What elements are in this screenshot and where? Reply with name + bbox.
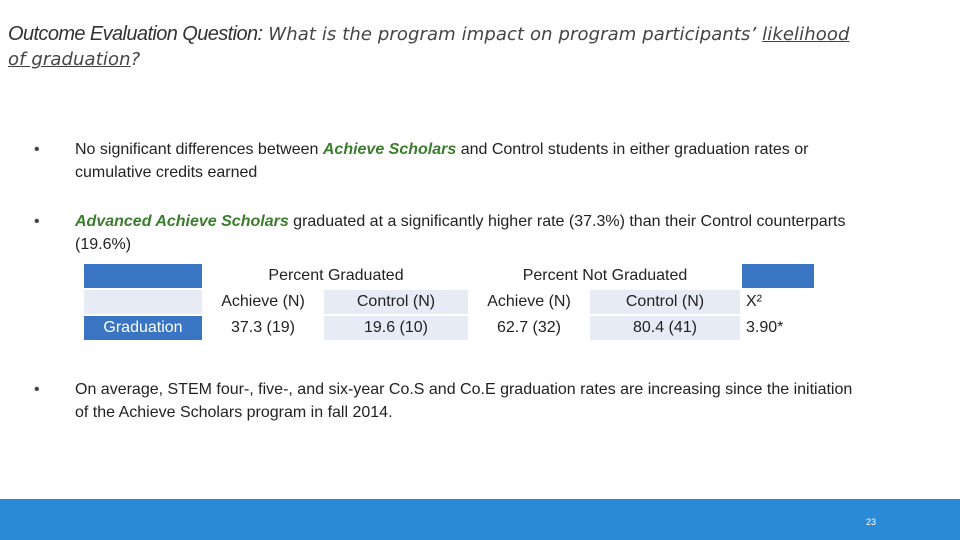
value-achieve-notgrad: 62.7 (32) — [470, 316, 588, 340]
bullet-highlight: Advanced Achieve Scholars — [75, 213, 289, 230]
bullet-text — [75, 138, 854, 184]
value-achieve-grad: 37.3 (19) — [204, 316, 322, 340]
subheader-achieve-grad: Achieve (N) — [204, 290, 322, 314]
bullet-dot-icon: • — [34, 381, 40, 398]
title-lead: Outcome Evaluation Question — [8, 23, 258, 45]
header-percent-graduated: Percent Graduated — [204, 264, 468, 288]
title-question: What is the program impact on program participants’ — [262, 24, 763, 45]
table-corner-cell — [84, 264, 202, 288]
subheader-achieve-notgrad: Achieve (N) — [470, 290, 588, 314]
value-control-grad: 19.6 (10) — [324, 316, 468, 340]
title-colon: : — [257, 23, 263, 45]
bullet-dot-icon: • — [34, 213, 40, 230]
subheader-control-grad: Control (N) — [324, 290, 468, 314]
header-percent-not-graduated: Percent Not Graduated — [470, 264, 740, 288]
title-question-end: ? — [130, 49, 141, 70]
table-corner-cell-right — [742, 264, 814, 288]
bullet-text-pre: No significant differences between — [75, 141, 323, 158]
page-number: 23 — [865, 517, 876, 527]
table-row — [84, 316, 814, 340]
table-blank-cell — [84, 290, 202, 314]
slide-title — [8, 22, 908, 72]
table-subheader-row — [84, 290, 814, 314]
bullet-dot-icon: • — [34, 141, 40, 158]
title-underline-likelihood: likelihood — [762, 24, 850, 45]
graduation-table — [82, 262, 816, 342]
table-header-row — [84, 264, 814, 288]
bullet-item — [34, 210, 854, 256]
row-label-graduation: Graduation — [84, 316, 202, 340]
bullet-text-post: and Control students in either graduation rates or cumulative credits earned — [75, 141, 809, 181]
subheader-chi-square: X² — [742, 290, 814, 314]
subheader-control-notgrad: Control (N) — [590, 290, 740, 314]
bullet-item — [34, 378, 854, 424]
bullet-item — [34, 138, 854, 184]
footer-bar — [0, 499, 960, 540]
bullet-text-post: graduated at a significantly higher rate (37.3%) than their Control counterparts (19.6%) — [75, 213, 846, 253]
bullet-text: On average, STEM four-, five-, and six-year Co.S and Co.E graduation rates are increasing since the initiation of the Achieve Scholars program in fall 2014. — [75, 381, 853, 421]
bullet-text — [75, 210, 854, 256]
value-control-notgrad: 80.4 (41) — [590, 316, 740, 340]
value-chi-square: 3.90* — [742, 316, 814, 340]
bullet-highlight: Achieve Scholars — [322, 141, 457, 158]
title-underline-graduation: of graduation — [8, 49, 131, 70]
